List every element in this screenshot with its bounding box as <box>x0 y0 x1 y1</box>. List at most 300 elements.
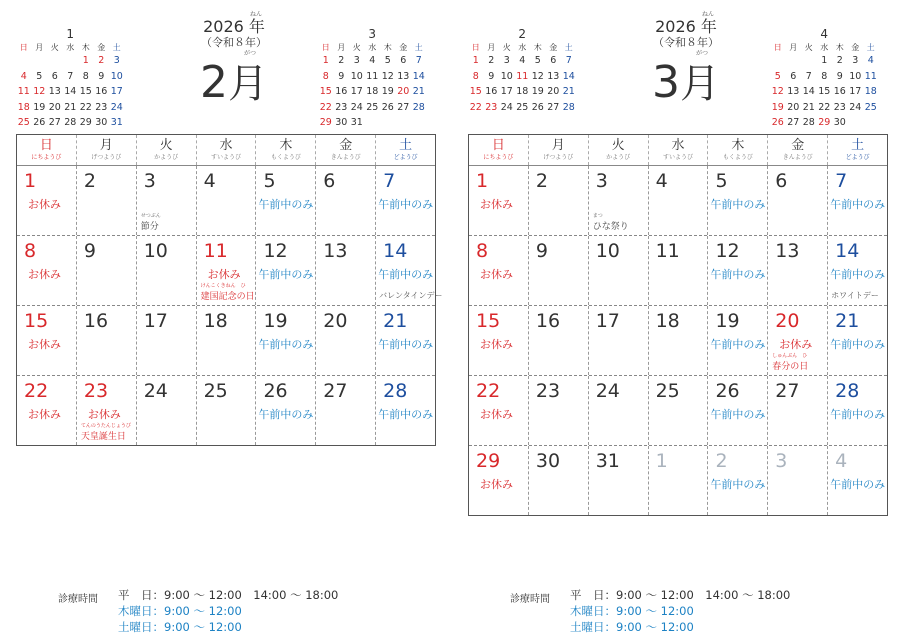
weekday-kanji: 日 <box>39 138 53 153</box>
day-cell <box>648 376 708 445</box>
day-number: 8 <box>24 240 37 262</box>
weekday-kanji: 火 <box>159 138 173 153</box>
day-number: 27 <box>323 380 348 402</box>
mini-day: 23 <box>485 101 498 113</box>
mini-day: 29 <box>79 117 92 129</box>
morning-only-label: 午前中のみ <box>378 338 434 351</box>
mini-weekday-header: 金 <box>851 42 860 52</box>
day-number: 2 <box>83 170 96 192</box>
holiday-name: 節分 <box>140 222 159 232</box>
month-header <box>630 11 742 108</box>
day-cell <box>767 236 827 305</box>
mini-weekday-header: 土 <box>866 42 875 52</box>
day-number: 1 <box>24 170 37 192</box>
mini-weekday-header: 火 <box>50 42 59 52</box>
mini-day: 20 <box>48 101 61 113</box>
mini-day: 21 <box>412 86 425 98</box>
mini-day: 29 <box>818 117 831 129</box>
mini-day: 10 <box>350 70 363 82</box>
week-row <box>17 166 435 235</box>
closed-label: お休み <box>87 408 121 421</box>
month-panel-3 <box>452 0 902 636</box>
holiday-furigana: てんのうたんじょうび <box>80 423 131 429</box>
mini-day: 18 <box>516 86 529 98</box>
day-number: 26 <box>263 380 288 402</box>
day-cell <box>648 236 708 305</box>
mini-day: 9 <box>488 70 495 82</box>
day-cell <box>196 166 256 235</box>
day-number: 24 <box>143 380 168 402</box>
day-number: 13 <box>775 240 800 262</box>
weekday-header <box>648 135 708 165</box>
mini-day: 11 <box>516 70 529 82</box>
day-number: 20 <box>323 310 348 332</box>
holiday-furigana: せつぶん <box>140 213 161 219</box>
weekday-kanji: 水 <box>219 138 233 153</box>
holiday-label <box>593 213 629 232</box>
mini-day: 18 <box>864 86 877 98</box>
day-cell <box>315 376 375 445</box>
weekday-furigana: すいようび <box>211 154 242 161</box>
mini-day: 29 <box>319 117 332 129</box>
mini-calendar-1 <box>16 27 125 131</box>
mini-day: 2 <box>338 55 345 67</box>
morning-only-label: 午前中のみ <box>258 268 314 281</box>
holiday-name: 春分の日 <box>772 362 809 372</box>
day-number: 12 <box>263 240 288 262</box>
mini-day: 5 <box>384 55 391 67</box>
closed-label: お休み <box>207 268 241 281</box>
day-number: 5 <box>263 170 276 192</box>
clinic-hours-line3: 土曜日：9:00 ～ 12:00 <box>118 620 242 634</box>
mini-day: 19 <box>531 86 544 98</box>
mini-day <box>801 53 817 69</box>
day-cell <box>315 236 375 305</box>
mini-day: 19 <box>771 101 784 113</box>
mini-day: 3 <box>852 55 859 67</box>
day-cell <box>588 306 648 375</box>
day-cell <box>707 236 767 305</box>
mini-calendar-grid <box>16 41 125 131</box>
era-label: （令和８年） <box>201 36 267 49</box>
day-cell <box>17 306 76 375</box>
mini-weekday-header: 水 <box>820 42 829 52</box>
month-number: 2 <box>200 57 228 108</box>
mini-weekday-header: 金 <box>97 42 106 52</box>
closed-label: お休み <box>779 338 813 351</box>
weekday-header <box>315 135 375 165</box>
mini-day: 26 <box>531 101 544 113</box>
mini-calendar-grid <box>318 41 427 131</box>
mini-day: 24 <box>110 101 123 113</box>
mini-day: 30 <box>335 117 348 129</box>
weekday-kanji: 月 <box>551 138 565 153</box>
holiday-label <box>201 283 255 302</box>
day-cell <box>76 166 136 235</box>
mini-day: 17 <box>110 86 123 98</box>
mini-weekday-header: 木 <box>533 42 542 52</box>
day-cell <box>255 236 315 305</box>
mini-day <box>63 53 79 69</box>
day-number: 20 <box>775 310 800 332</box>
mini-day: 6 <box>790 70 797 82</box>
closed-label: お休み <box>480 478 513 491</box>
closed-label: お休み <box>28 198 61 211</box>
month-suffix: 月 <box>228 61 268 107</box>
mini-day: 24 <box>500 101 513 113</box>
mini-day: 21 <box>802 101 815 113</box>
day-number: 19 <box>263 310 288 332</box>
mini-weekday-header: 土 <box>112 42 121 52</box>
mini-day: 3 <box>503 55 510 67</box>
mini-day: 8 <box>82 70 89 82</box>
mini-weekday-header: 木 <box>81 42 90 52</box>
day-cell <box>375 166 435 235</box>
month-suffix: 月 <box>680 61 720 107</box>
day-number: 2 <box>715 450 728 472</box>
day-cell <box>375 306 435 375</box>
weekday-furigana: どようび <box>393 154 418 161</box>
day-cell <box>767 306 827 375</box>
day-cell <box>76 306 136 375</box>
weekday-furigana: げつようび <box>543 154 574 161</box>
mini-day <box>16 53 32 69</box>
mini-day: 12 <box>531 70 544 82</box>
mini-weekday-header: 金 <box>399 42 408 52</box>
weekday-header <box>469 135 528 165</box>
weekday-furigana: きんようび <box>782 154 813 161</box>
mini-day: 16 <box>833 86 846 98</box>
week-row <box>469 375 887 445</box>
holiday-label <box>81 423 131 442</box>
day-cell <box>136 376 196 445</box>
day-number: 21 <box>835 310 860 332</box>
mini-weekday-header: 日 <box>321 42 330 52</box>
weekday-furigana: もくようび <box>270 154 301 161</box>
clinic-hours-line3: 土曜日：9:00 ～ 12:00 <box>570 620 694 634</box>
week-row <box>469 166 887 235</box>
morning-only-label: 午前中のみ <box>830 478 886 491</box>
mini-day: 13 <box>787 86 800 98</box>
morning-only-label: 午前中のみ <box>710 198 766 211</box>
closed-label: お休み <box>28 268 61 281</box>
weekday-kanji: 土 <box>399 138 413 153</box>
weekday-kanji: 月 <box>99 138 113 153</box>
week-row <box>469 445 887 515</box>
holiday-label <box>772 353 808 372</box>
mini-day <box>770 53 786 69</box>
year-furigana: ねん <box>249 11 262 18</box>
mini-day: 7 <box>67 70 74 82</box>
day-cell <box>375 236 443 305</box>
mini-day: 25 <box>516 101 529 113</box>
morning-only-label: 午前中のみ <box>830 408 886 421</box>
mini-day: 1 <box>322 55 329 67</box>
weekday-header-row <box>469 135 887 166</box>
mini-day <box>848 115 864 131</box>
day-cell <box>196 376 256 445</box>
day-number: 19 <box>715 310 740 332</box>
clinic-hours-label: 診療時間 <box>510 594 550 605</box>
day-number: 26 <box>715 380 740 402</box>
mini-day: 27 <box>787 117 800 129</box>
day-cell <box>315 166 375 235</box>
day-number: 8 <box>476 240 489 262</box>
morning-only-label: 午前中のみ <box>710 268 766 281</box>
week-row <box>17 235 443 305</box>
mini-day: 15 <box>818 86 831 98</box>
mini-day: 11 <box>864 70 877 82</box>
mini-day: 8 <box>322 70 329 82</box>
mini-day: 10 <box>500 70 513 82</box>
mini-day: 9 <box>98 70 105 82</box>
day-cell <box>707 166 767 235</box>
mini-calendar-2 <box>468 27 577 115</box>
mini-day: 23 <box>833 101 846 113</box>
month-title <box>630 59 742 108</box>
morning-only-label: 午前中のみ <box>378 408 434 421</box>
closed-label: お休み <box>480 198 513 211</box>
event-label: バレンタインデー <box>379 291 443 300</box>
clinic-hours-line1: 平 日：9:00 ～ 12:00 14:00 ～ 18:00 <box>570 588 791 602</box>
day-number: 13 <box>323 240 348 262</box>
mini-day <box>47 53 63 69</box>
day-cell <box>315 306 375 375</box>
day-cell <box>136 236 196 305</box>
weekday-kanji: 日 <box>491 138 505 153</box>
day-number: 27 <box>775 380 800 402</box>
day-number: 3 <box>595 170 608 192</box>
mini-weekday-header: 火 <box>502 42 511 52</box>
day-cell <box>17 166 76 235</box>
day-number: 4 <box>835 450 848 472</box>
mini-day: 14 <box>64 86 77 98</box>
mini-day: 16 <box>95 86 108 98</box>
day-cell <box>528 376 588 445</box>
mini-day: 17 <box>849 86 862 98</box>
day-number: 4 <box>655 170 668 192</box>
mini-day: 10 <box>849 70 862 82</box>
day-cell <box>648 166 708 235</box>
mini-day: 23 <box>335 101 348 113</box>
mini-day: 7 <box>415 55 422 67</box>
mini-day: 26 <box>381 101 394 113</box>
mini-day: 10 <box>110 70 123 82</box>
year-furigana: ねん <box>701 11 714 18</box>
mini-weekday-header: 土 <box>564 42 573 52</box>
mini-calendar-month-label: 2 <box>518 27 527 41</box>
mini-day: 20 <box>397 86 410 98</box>
mini-day: 18 <box>366 86 379 98</box>
day-number: 9 <box>535 240 548 262</box>
mini-day: 19 <box>33 101 46 113</box>
day-number: 28 <box>835 380 860 402</box>
day-cell <box>17 376 76 445</box>
mini-day: 4 <box>519 55 526 67</box>
day-number: 7 <box>835 170 848 192</box>
morning-only-label: 午前中のみ <box>378 268 434 281</box>
mini-day: 15 <box>469 86 482 98</box>
day-cell <box>76 236 136 305</box>
morning-only-label: 午前中のみ <box>710 338 766 351</box>
day-cell <box>469 166 528 235</box>
day-number: 23 <box>535 380 561 402</box>
mini-day: 22 <box>79 101 92 113</box>
day-cell <box>648 446 708 515</box>
week-row <box>469 305 887 375</box>
mini-day: 18 <box>17 101 30 113</box>
morning-only-label: 午前中のみ <box>830 198 886 211</box>
weekday-furigana: きんようび <box>330 154 361 161</box>
mini-day: 2 <box>836 55 843 67</box>
day-number: 6 <box>323 170 336 192</box>
holiday-label <box>141 213 161 232</box>
day-number: 3 <box>775 450 788 472</box>
mini-day: 27 <box>397 101 410 113</box>
mini-weekday-header: 月 <box>35 42 44 52</box>
mini-day: 24 <box>350 101 363 113</box>
mini-day: 13 <box>48 86 61 98</box>
mini-day: 1 <box>821 55 828 67</box>
mini-calendar-month-label: 3 <box>368 27 377 41</box>
mini-day: 7 <box>805 70 812 82</box>
mini-weekday-header: 木 <box>383 42 392 52</box>
mini-day: 17 <box>500 86 513 98</box>
day-number: 1 <box>655 450 668 472</box>
day-cell <box>255 306 315 375</box>
mini-day: 14 <box>802 86 815 98</box>
mini-day: 26 <box>33 117 46 129</box>
day-number: 30 <box>535 450 561 472</box>
day-cell <box>17 236 76 305</box>
day-cell <box>827 306 887 375</box>
weekday-header <box>17 135 76 165</box>
mini-day: 9 <box>338 70 345 82</box>
mini-day: 27 <box>48 117 61 129</box>
mini-weekday-header: 日 <box>19 42 28 52</box>
holiday-name: ひな祭り <box>592 222 629 232</box>
mini-calendar-month-label: 1 <box>66 27 75 41</box>
clinic-hours-line2: 木曜日：9:00 ～ 12:00 <box>118 604 242 618</box>
day-cell <box>469 376 528 445</box>
mini-day: 28 <box>562 101 575 113</box>
holiday-furigana: まつ <box>592 213 603 219</box>
weekday-kanji: 金 <box>339 138 353 153</box>
mini-day: 27 <box>547 101 560 113</box>
mini-day: 5 <box>774 70 781 82</box>
morning-only-label: 午前中のみ <box>710 478 766 491</box>
day-cell <box>255 376 315 445</box>
day-number: 18 <box>655 310 680 332</box>
holiday-furigana: しゅんぶん ひ <box>772 353 808 359</box>
day-number: 29 <box>476 450 501 472</box>
era-label: （令和８年） <box>653 36 719 49</box>
closed-label: お休み <box>28 408 61 421</box>
mini-day <box>380 115 396 131</box>
day-cell <box>588 166 648 235</box>
mini-calendar-grid <box>770 41 879 131</box>
month-panel-2 <box>0 0 450 636</box>
mini-day: 6 <box>550 55 557 67</box>
day-cell <box>588 446 648 515</box>
month-calendar-grid <box>468 134 888 516</box>
month-furigana: がつ <box>243 50 256 57</box>
day-number: 21 <box>383 310 408 332</box>
day-number: 7 <box>383 170 396 192</box>
mini-calendar-4 <box>770 27 879 131</box>
day-cell <box>76 376 136 445</box>
closed-label: お休み <box>480 408 513 421</box>
mini-day: 2 <box>98 55 105 67</box>
weekday-header <box>76 135 136 165</box>
day-cell <box>196 306 256 375</box>
day-number: 4 <box>203 170 216 192</box>
day-cell <box>827 376 887 445</box>
mini-weekday-header: 金 <box>549 42 558 52</box>
morning-only-label: 午前中のみ <box>830 268 886 281</box>
mini-day: 16 <box>335 86 348 98</box>
day-number: 16 <box>535 310 561 332</box>
mini-weekday-header: 日 <box>471 42 480 52</box>
day-cell <box>136 166 196 235</box>
mini-day: 2 <box>488 55 495 67</box>
morning-only-label: 午前中のみ <box>710 408 766 421</box>
mini-day: 5 <box>36 70 43 82</box>
weekday-header <box>588 135 648 165</box>
day-number: 2 <box>535 170 548 192</box>
day-cell <box>196 236 256 305</box>
holiday-furigana: けんこくきねん ひ <box>200 283 246 289</box>
mini-day: 3 <box>353 55 360 67</box>
mini-day: 28 <box>412 101 425 113</box>
weekday-furigana: にちようび <box>483 154 514 161</box>
month-furigana: がつ <box>695 50 708 57</box>
mini-day: 12 <box>771 86 784 98</box>
mini-day: 6 <box>400 55 407 67</box>
mini-weekday-header: 日 <box>773 42 782 52</box>
weekday-header <box>136 135 196 165</box>
mini-day: 6 <box>51 70 58 82</box>
day-number: 23 <box>83 380 109 402</box>
day-cell <box>767 376 827 445</box>
mini-day: 30 <box>833 117 846 129</box>
mini-weekday-header: 木 <box>835 42 844 52</box>
day-cell <box>469 446 528 515</box>
mini-day: 12 <box>381 70 394 82</box>
weekday-kanji: 木 <box>279 138 293 153</box>
day-cell <box>136 306 196 375</box>
month-title <box>178 59 290 108</box>
day-cell <box>767 446 827 515</box>
day-cell <box>588 236 648 305</box>
mini-day: 14 <box>562 70 575 82</box>
day-number: 3 <box>143 170 156 192</box>
weekday-header <box>255 135 315 165</box>
day-cell <box>707 446 767 515</box>
mini-day: 7 <box>565 55 572 67</box>
weekday-header <box>528 135 588 165</box>
day-number: 16 <box>83 310 109 332</box>
mini-day: 24 <box>849 101 862 113</box>
closed-label: お休み <box>480 338 513 351</box>
mini-day: 8 <box>472 70 479 82</box>
mini-weekday-header: 火 <box>804 42 813 52</box>
mini-day: 20 <box>547 86 560 98</box>
day-number: 12 <box>715 240 740 262</box>
mini-calendar-3 <box>318 27 427 131</box>
weekday-furigana: にちようび <box>31 154 62 161</box>
mini-day <box>32 53 48 69</box>
